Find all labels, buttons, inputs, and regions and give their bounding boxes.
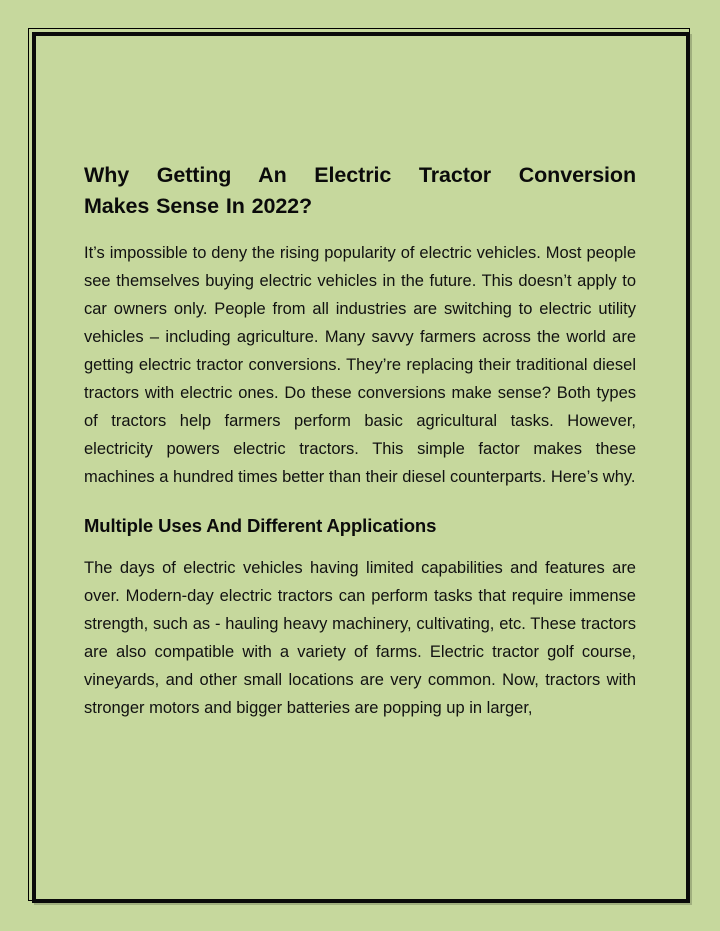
page-title-line-2: Makes Sense In 2022? bbox=[84, 194, 313, 218]
section-paragraph: The days of electric vehicles having limited capabilities and features are over. Modern-day electric tractors can perform tasks that require immense strength, such as - hauling heavy machinery, cultivating, etc. These tractors are also compatible with a variety of farms. Electric tractor golf course, vineyards, and other small locations are very common. Now, tractors with stronger motors and bigger batteries are popping up in larger, bbox=[84, 559, 636, 717]
intro-paragraph: It’s impossible to deny the rising popularity of electric vehicles. Most people see themselves buying electric vehicles in the future. This doesn’t apply to car owners only. People from all industries are switching to electric utility vehicles – including agriculture. Many savvy farmers across the world are getting electric tractor conversions. They’re replacing their traditional diesel tractors with electric ones. Do these conversions make sense? Both types of tractors help farmers perform basic agricultural tasks. However, electricity powers electric tractors. This simple factor makes these machines a hundred times better than their diesel counterparts. Here’s why. bbox=[84, 244, 636, 486]
section-heading-multiple-uses: Multiple Uses And Different Applications bbox=[84, 515, 437, 536]
document-content bbox=[84, 160, 636, 722]
page-title-line-1: Why Getting An Electric Tractor Conversion bbox=[84, 163, 636, 187]
page-title bbox=[84, 160, 636, 222]
